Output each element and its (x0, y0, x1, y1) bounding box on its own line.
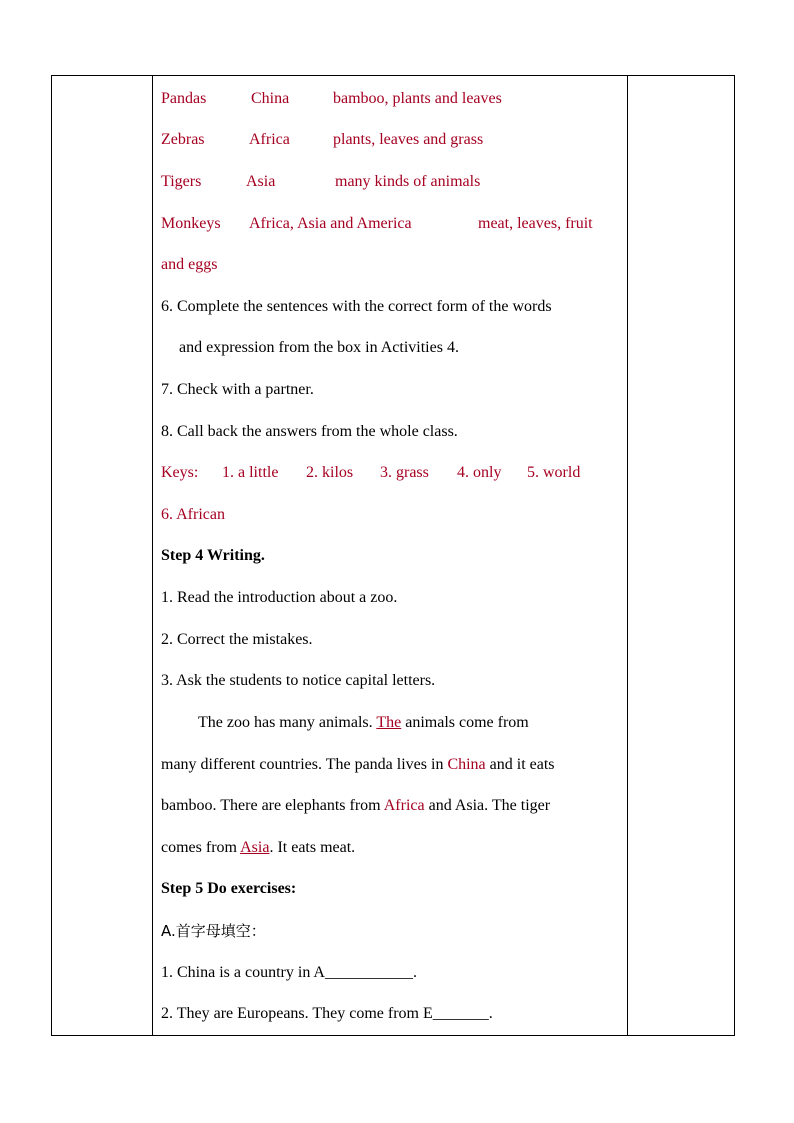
exercise-question: 1. China is a country in A___________. (161, 964, 417, 981)
animal-food: many kinds of animals (335, 173, 481, 190)
column-divider-right (627, 76, 628, 1035)
column-divider-left (152, 76, 153, 1035)
passage-correction: The (376, 714, 402, 731)
animal-food: bamboo, plants and leaves (333, 90, 502, 107)
lesson-table (51, 75, 735, 1036)
step-4-heading: Step 4 Writing. (161, 547, 265, 564)
key-item: 5. world (527, 464, 581, 481)
passage-text: comes from (161, 839, 237, 856)
step-8: 8. Call back the answers from the whole class. (161, 423, 458, 440)
passage-text: The zoo has many animals. (198, 714, 373, 731)
animal-food-continued: and eggs (161, 256, 218, 273)
passage-text: animals come from (405, 714, 529, 731)
exercise-question: 2. They are Europeans. They come from E_______. (161, 1005, 493, 1022)
step-7: 7. Check with a partner. (161, 381, 314, 398)
step-6-line-1: 6. Complete the sentences with the correct form of the words (161, 298, 552, 315)
key-item: 2. kilos (306, 464, 354, 481)
passage-line-3 (161, 796, 550, 816)
animal-food: meat, leaves, fruit (478, 215, 593, 232)
animal-place: China (251, 90, 290, 107)
animal-name: Pandas (161, 90, 207, 107)
passage-text: . It eats meat. (269, 839, 356, 856)
passage-line-2 (161, 755, 555, 775)
passage-correction: Africa (383, 797, 425, 814)
step-4-item: 2. Correct the mistakes. (161, 631, 313, 648)
key-item: 1. a little (222, 464, 279, 481)
animal-name: Monkeys (161, 215, 221, 232)
step-4-item: 3. Ask the students to notice capital letters. (161, 672, 436, 689)
keys-label: Keys: (161, 464, 199, 481)
key-item: 3. grass (380, 464, 429, 481)
animal-name: Tigers (161, 173, 202, 190)
key-item: 4. only (457, 464, 502, 481)
key-item: 6. African (161, 506, 225, 523)
animal-place: Africa, Asia and America (249, 215, 412, 232)
passage-line-1 (198, 713, 529, 733)
passage-line-4 (161, 838, 355, 858)
passage-text: and it eats (489, 756, 555, 773)
passage-text: bamboo. There are elephants from (161, 797, 381, 814)
step-5-heading: Step 5 Do exercises: (161, 880, 297, 897)
animal-food: plants, leaves and grass (333, 131, 484, 148)
step-4-item: 1. Read the introduction about a zoo. (161, 589, 398, 606)
animal-place: Africa (249, 131, 290, 148)
passage-correction: Asia (240, 839, 270, 856)
step-6-line-2: and expression from the box in Activities 4. (179, 339, 459, 356)
passage-text: many different countries. The panda lives in (161, 756, 444, 773)
animal-name: Zebras (161, 131, 205, 148)
passage-text: and Asia. The tiger (428, 797, 551, 814)
exercise-part-a: A.首字母填空： (161, 922, 266, 940)
passage-correction: China (447, 756, 486, 773)
animal-place: Asia (246, 173, 276, 190)
